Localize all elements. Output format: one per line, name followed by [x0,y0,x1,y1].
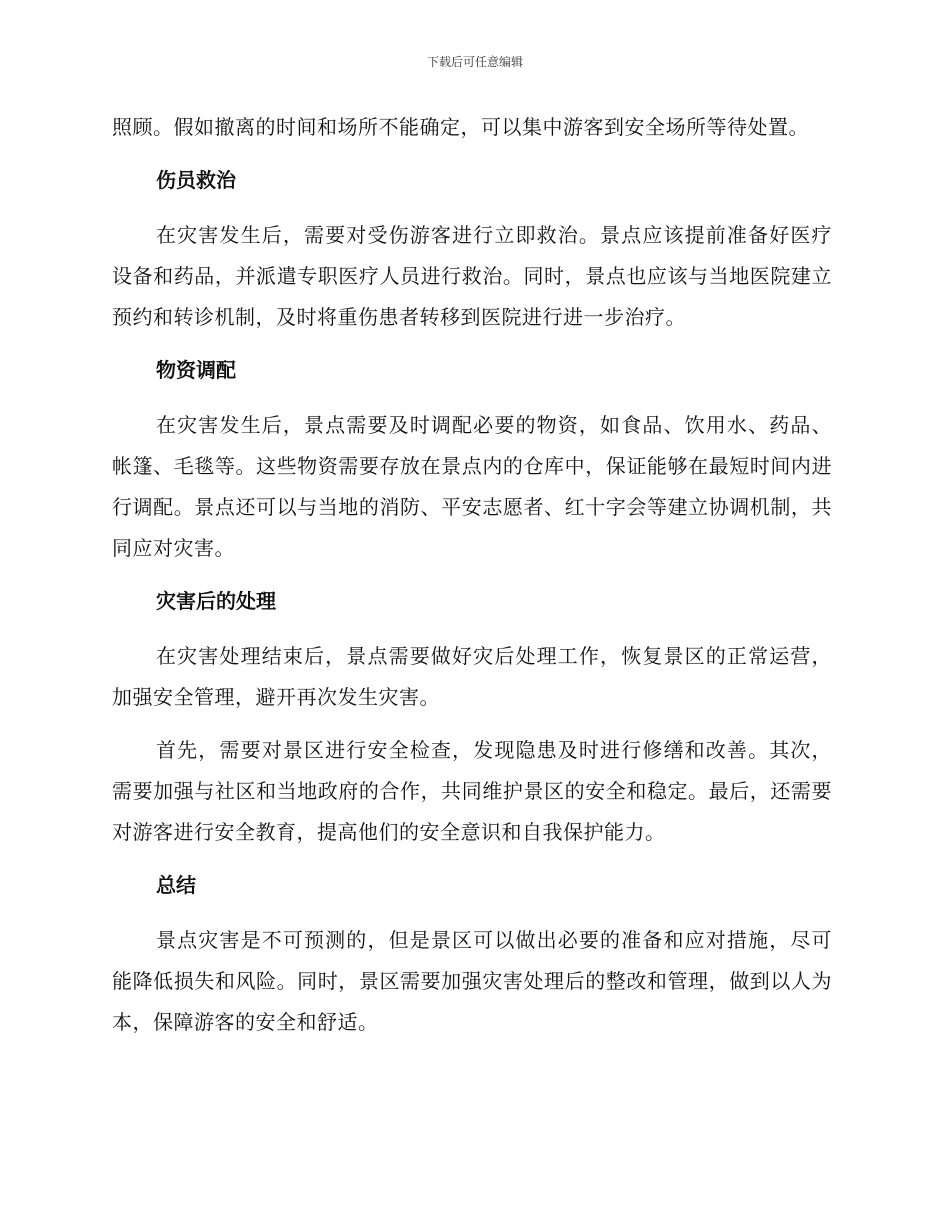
paragraph-post-disaster: 在灾害处理结束后，景点需要做好灾后处理工作，恢复景区的正常运营，加强安全管理，避开再次发生灾害。 [112,644,832,709]
page-header: 下载后可任意编辑 [426,55,523,69]
section-heading-supply-allocation: 物资调配 [156,358,236,382]
paragraph-casualty-treatment: 在灾害发生后，需要对受伤游客进行立即救治。景点应该提前准备好医疗设备和药品，并派遣专职医疗人员进行救治。同时，景点也应该与当地医院建立预约和转诊机制，及时将重伤患者转移到医院进行进一步治疗。 [112,223,832,329]
paragraph-post-disaster-steps: 首先，需要对景区进行安全检查，发现隐患及时进行修缮和改善。其次，需要加强与社区和当地政府的合作，共同维护景区的安全和稳定。最后，还需要对游客进行安全教育，提高他们的安全意识和自我保护能力。 [112,738,832,844]
section-heading-casualty-treatment: 伤员救治 [156,168,236,192]
section-heading-summary: 总结 [156,873,196,897]
paragraph-supply-allocation: 在灾害发生后，景点需要及时调配必要的物资，如食品、饮用水、药品、帐篷、毛毯等。这些物资需要存放在景点内的仓库中，保证能够在最短时间内进行调配。景点还可以与当地的消防、平安志愿者、红十字会等建立协调机制，共同应对灾害。 [112,413,832,560]
section-heading-post-disaster: 灾害后的处理 [156,589,276,613]
document-body [112,107,832,1043]
paragraph-evacuation-continued: 照顾。假如撤离的时间和场所不能确定，可以集中游客到安全场所等待处置。 [112,115,809,139]
paragraph-summary: 景点灾害是不可预测的，但是景区可以做出必要的准备和应对措施，尽可能降低损失和风险。同时，景区需要加强灾害处理后的整改和管理，做到以人为本，保障游客的安全和舒适。 [112,928,832,1034]
